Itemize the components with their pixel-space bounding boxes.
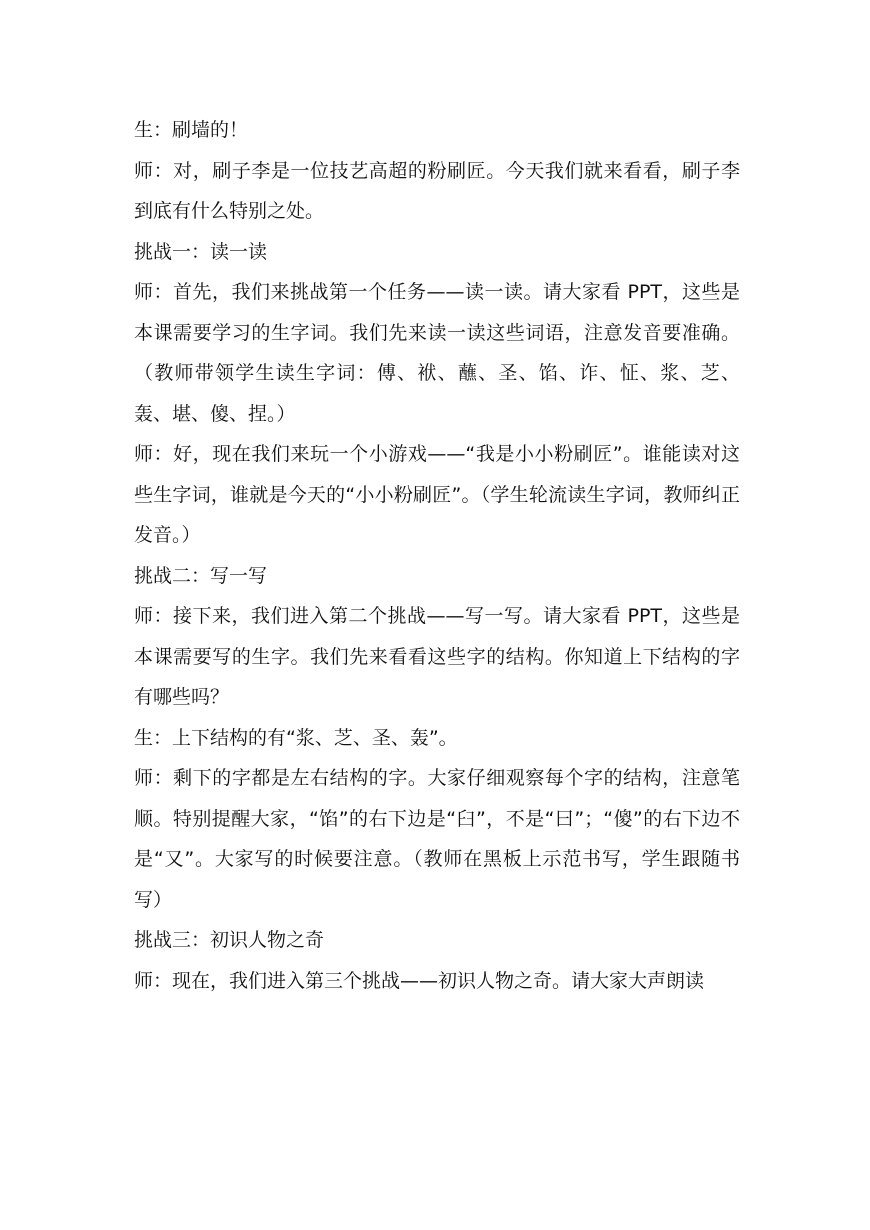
paragraph-teacher-reading: 师：首先，我们来挑战第一个任务——读一读。请大家看 PPT，这些是本课需要学习的生字词。我们先来读一读这些词语，注意发音要准确。（教师带领学生读生字词：傅、袱、蘸、圣、馅、诈、怔、浆、芝、轰、堪、傻、捏。） bbox=[134, 281, 740, 425]
heading-challenge-one: 挑战一：读一读 bbox=[134, 240, 268, 263]
paragraph-teacher-writing: 师：接下来，我们进入第二个挑战——写一写。请大家看 PPT，这些是本课需要写的生字。我们先来看看这些字的结构。你知道上下结构的字有哪些吗？ bbox=[134, 605, 740, 708]
heading-challenge-two: 挑战二：写一写 bbox=[134, 564, 268, 587]
document-body bbox=[134, 110, 740, 1001]
paragraph-teacher-game: 师：好，现在我们来玩一个小游戏——“我是小小粉刷匠”。谁能读对这些生字词，谁就是今天的“小小粉刷匠”。（学生轮流读生字词，教师纠正发音。） bbox=[134, 443, 740, 546]
paragraph-teacher-character: 师：现在，我们进入第三个挑战——初识人物之奇。请大家大声朗读 bbox=[134, 969, 705, 992]
paragraph-teacher-intro: 师：对，刷子李是一位技艺高超的粉刷匠。今天我们就来看看，刷子李到底有什么特别之处。 bbox=[134, 159, 740, 222]
paragraph-student-structure: 生：上下结构的有“浆、芝、圣、轰”。 bbox=[134, 726, 458, 749]
paragraph-student-answer: 生：刷墙的！ bbox=[134, 119, 249, 141]
heading-challenge-three: 挑战三：初识人物之奇 bbox=[134, 929, 325, 951]
paragraph-teacher-strokes: 师：剩下的字都是左右结构的字。大家仔细观察每个字的结构，注意笔顺。特别提醒大家，“馅”的右下边是“臼”，不是“曰”；“傻”的右下边不是“又”。大家写的时候要注意。（教师在黑板上示范书写，学生跟随书写） bbox=[134, 767, 740, 911]
